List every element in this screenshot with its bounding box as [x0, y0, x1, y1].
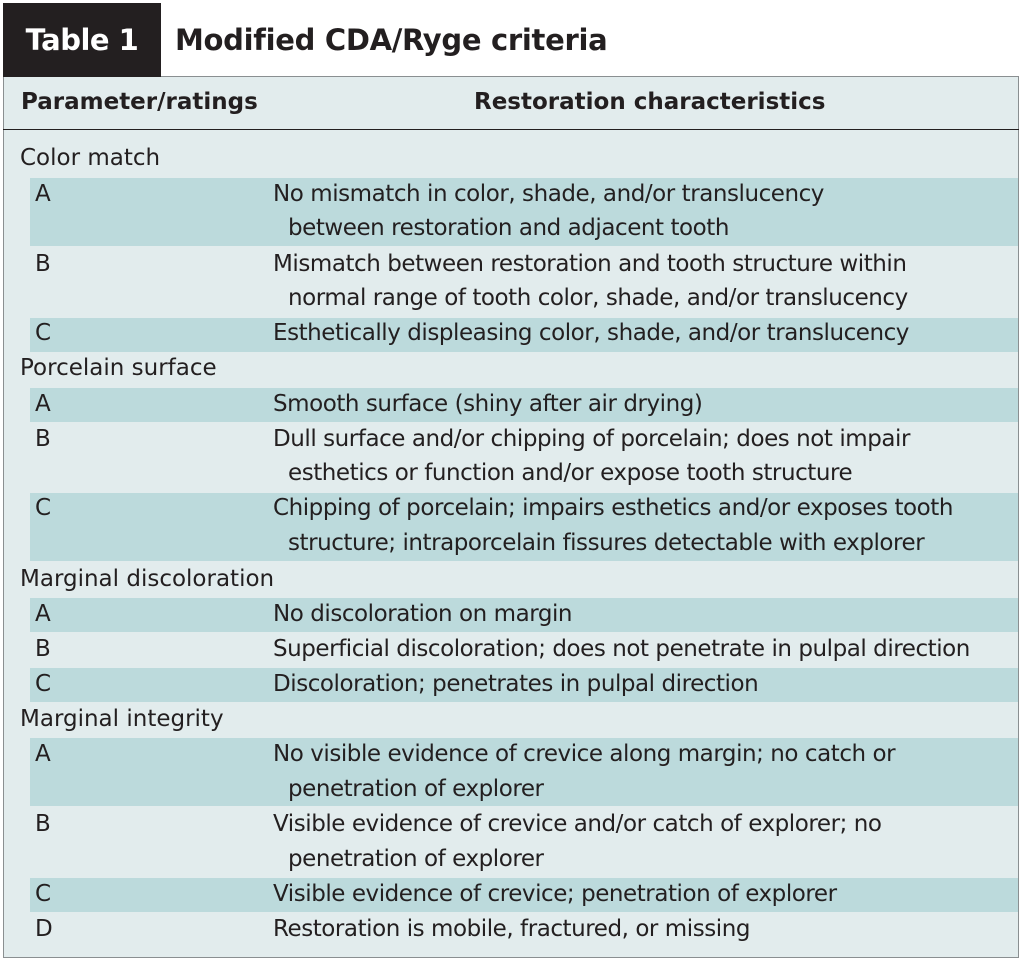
table-title-bar [161, 3, 1019, 77]
header-divider [3, 129, 1019, 130]
criterion-text-continued: normal range of tooth color, shade, and/or translucency [288, 285, 908, 311]
criterion-text: Esthetically displeasing color, shade, and/or translucency [273, 320, 909, 346]
criterion-text: No mismatch in color, shade, and/or translucency [273, 181, 824, 207]
rating-label: B [35, 426, 51, 452]
rating-label: C [35, 495, 52, 521]
criterion-text-continued: esthetics or function and/or expose tooth structure [288, 460, 853, 486]
criterion-text: Discoloration; penetrates in pulpal direction [273, 671, 759, 697]
criterion-text: Dull surface and/or chipping of porcelain; does not impair [273, 426, 910, 452]
table-title: Modified CDA/Ryge criteria [175, 23, 608, 57]
rating-label: B [35, 251, 51, 277]
rating-label: A [35, 391, 51, 417]
section-heading-marginal-integrity: Marginal integrity [20, 706, 224, 732]
column-header-parameter: Parameter/ratings [21, 89, 258, 115]
rating-label: C [35, 881, 52, 907]
criterion-text: Visible evidence of crevice; penetration of explorer [273, 881, 837, 907]
rating-label: A [35, 601, 51, 627]
rating-label: D [35, 916, 53, 942]
section-heading-color-match: Color match [20, 145, 161, 171]
rating-label: B [35, 636, 51, 662]
criterion-text: Visible evidence of crevice and/or catch of explorer; no [273, 811, 882, 837]
rating-label: B [35, 811, 51, 837]
column-header-characteristics: Restoration characteristics [474, 89, 826, 115]
rating-label: A [35, 741, 51, 767]
criterion-text-continued: between restoration and adjacent tooth [288, 215, 729, 241]
rating-label: A [35, 181, 51, 207]
criterion-text: No discoloration on margin [273, 601, 573, 627]
section-heading-porcelain-surface: Porcelain surface [20, 355, 217, 381]
criterion-text: Chipping of porcelain; impairs esthetics and/or exposes tooth [273, 495, 953, 521]
criterion-text-continued: penetration of explorer [288, 846, 544, 872]
criterion-text-continued: structure; intraporcelain fissures detectable with explorer [288, 530, 925, 556]
table-label: Table 1 [3, 3, 161, 77]
criterion-text: Restoration is mobile, fractured, or missing [273, 916, 750, 942]
criterion-text: Smooth surface (shiny after air drying) [273, 391, 703, 417]
section-heading-marginal-discoloration: Marginal discoloration [20, 566, 275, 592]
criterion-text: Mismatch between restoration and tooth structure within [273, 251, 907, 277]
criterion-text: No visible evidence of crevice along margin; no catch or [273, 741, 896, 767]
rating-label: C [35, 671, 52, 697]
criterion-text-continued: penetration of explorer [288, 776, 544, 802]
criterion-text: Superficial discoloration; does not penetrate in pulpal direction [273, 636, 970, 662]
rating-label: C [35, 320, 52, 346]
